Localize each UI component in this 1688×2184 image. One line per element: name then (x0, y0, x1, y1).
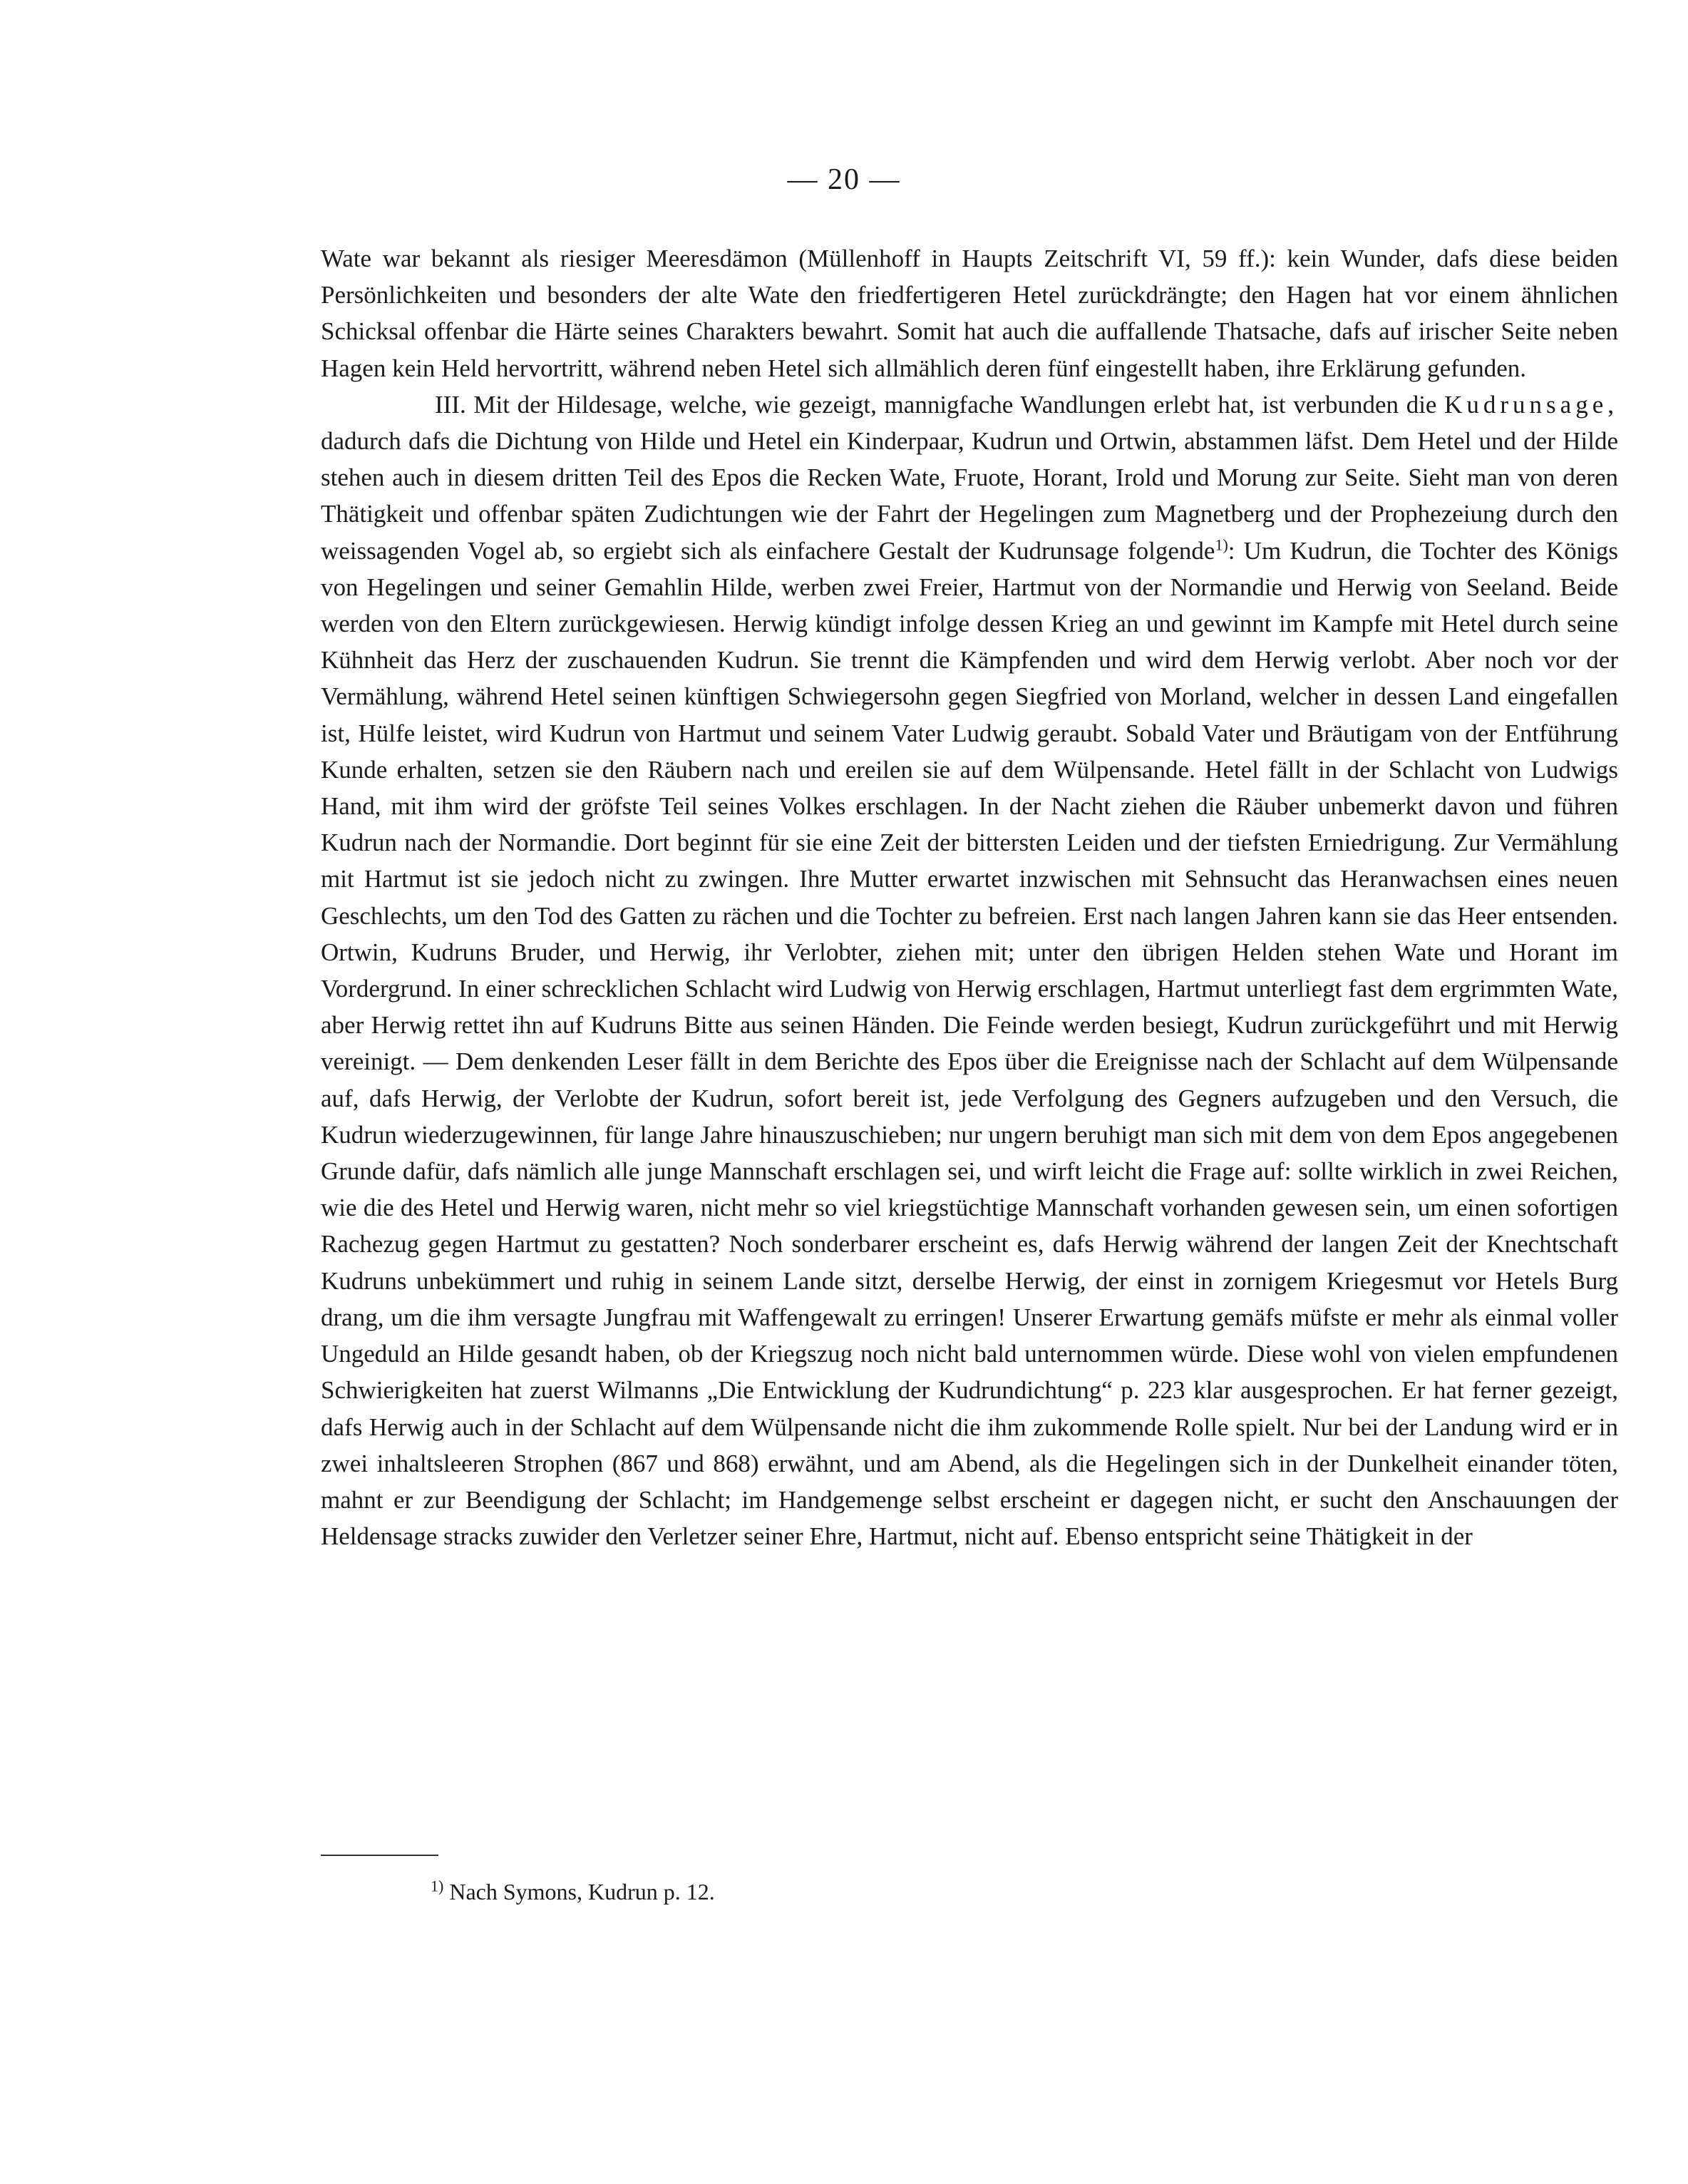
paragraph-2-middle: dadurch dafs die Dichtung von Hilde und Hetel ein Kinderpaar, Kudrun und Ortwin, abstammen läfst. Dem Hetel und der Hilde stehen auch in diesem dritten Teil des Epos die Recken Wate, Fruote, Horant, Irold und Morung zur Seite. Sieht man von deren Thätigkeit und offenbar späten Zudichtungen wie der Fahrt der Hegelingen zum Magnetberg und der Prophezeiung durch den weissagenden Vogel ab, so ergiebt sich als einfachere Gestalt der Kudrunsage folgende (321, 427, 1618, 565)
footnote-marker: 1) (431, 1877, 444, 1895)
page-number: — 20 — (787, 163, 901, 196)
body-text (321, 240, 1618, 1554)
paragraph-2-start: III. Mit der Hildesage, welche, wie gezeigt, mannigfache Wandlungen erlebt hat, ist verbunden die (435, 390, 1437, 419)
footnote-text: Nach Symons, Kudrun p. 12. (449, 1879, 715, 1904)
footnote-reference: 1) (1215, 535, 1228, 553)
emphasized-term: Kudrunsage, (1444, 390, 1618, 419)
paragraph-1: Wate war bekannt als riesiger Meeresdämon (Müllenhoff in Haupts Zeitschrift VI, 59 ff.): kein Wunder, dafs diese beiden Persönlichkeiten und besonders der alte Wate den friedfertigeren Hetel zurückdrängte; den Hagen hat vor einem ähnlichen Schicksal offenbar die Härte seines Charakters bewahrt. Somit hat auch die auffallende Thatsache, dafs auf irischer Seite neben Hagen kein Held hervortritt, während neben Hetel sich allmählich deren fünf eingestellt haben, ihre Erklärung gefunden. (321, 245, 1618, 382)
paragraph-2-end: : Um Kudrun, die Tochter des Königs von Hegelingen und seiner Gemahlin Hilde, werben zwei Freier, Hartmut von der Normandie und Herwig von Seeland. Beide werden von den Eltern zurückgewiesen. Herwig kündigt infolge dessen Krieg an und gewinnt im Kampfe mit Hetel durch seine Kühnheit das Herz der zuschauenden Kudrun. Sie trennt die Kämpfenden und wird dem Herwig verlobt. Aber noch vor der Vermählung, während Hetel seinen künftigen Schwiegersohn gegen Siegfried von Morland, welcher in dessen Land eingefallen ist, Hülfe leistet, wird Kudrun von Hartmut und seinem Vater Ludwig geraubt. Sobald Vater und Bräutigam von der Entführung Kunde erhalten, setzen sie den Räubern nach und ereilen sie auf dem Wülpensande. Hetel fällt in der Schlacht von Ludwigs Hand, mit ihm wird der gröfste Teil seines Volkes erschlagen. In der Nacht ziehen die Räuber unbemerkt davon und führen Kudrun nach der Normandie. Dort beginnt für sie eine Zeit der bittersten Leiden und der tiefsten Erniedrigung. Zur Vermählung mit Hartmut ist sie jedoch nicht zu zwingen. Ihre Mutter erwartet inzwischen mit Sehnsucht das Heranwachsen eines neuen Geschlechts, um den Tod des Gatten zu rächen und die Tochter zu befreien. Erst nach langen Jahren kann sie das Heer entsenden. Ortwin, Kudruns Bruder, und Herwig, ihr Verlobter, ziehen mit; unter den übrigen Helden stehen Wate und Horant im Vordergrund. In einer schrecklichen Schlacht wird Ludwig von Herwig erschlagen, Hartmut unterliegt fast dem ergrimmten Wate, aber Herwig rettet ihn auf Kudruns Bitte aus seinen Händen. Die Feinde werden besiegt, Kudrun zurückgeführt und mit Herwig vereinigt. — Dem denkenden Leser fällt in dem Berichte des Epos über die Ereignisse nach der Schlacht auf dem Wülpensande auf, dafs Herwig, der Verlobte der Kudrun, sofort bereit ist, jede Verfolgung des Gegners aufzugeben und den Versuch, die Kudrun wiederzugewinnen, für lange Jahre hinauszuschieben; nur ungern beruhigt man sich mit dem von dem Epos angegebenen Grunde dafür, dafs nämlich alle junge Mannschaft erschlagen sei, und wirft leicht die Frage auf: sollte wirklich in zwei Reichen, wie die des Hetel und Herwig waren, nicht mehr so viel kriegstüchtige Mannschaft vorhanden gewesen sein, um einen sofortigen Rachezug gegen Hartmut zu gestatten? Noch sonderbarer erscheint es, dafs Herwig während der langen Zeit der Knechtschaft Kudruns unbekümmert und ruhig in seinem Lande sitzt, derselbe Herwig, der einst in zornigem Kriegesmut vor Hetels Burg drang, um die ihm versagte Jungfrau mit Waffengewalt zu erringen! Unserer Erwartung gemäfs müfste er mehr als einmal voller Ungeduld an Hilde gesandt haben, ob der Kriegszug noch nicht bald unternommen würde. Diese wohl von vielen empfundenen Schwierigkeiten hat zuerst Wilmanns „Die Entwicklung der Kudrundichtung“ p. 223 klar ausgesprochen. Er hat ferner gezeigt, dafs Herwig auch in der Schlacht auf dem Wülpensande nicht die ihm zukommende Rolle spielt. Nur bei der Landung wird er in zwei inhaltsleeren Strophen (867 und 868) erwähnt, und am Abend, als die Hegelingen sich in der Dunkelheit einander töten, mahnt er zur Beendigung der Schlacht; im Handgemenge selbst erscheint er dagegen nicht, er sucht den Anschauungen der Heldensage stracks zuwider den Verletzer seiner Ehre, Hartmut, nicht auf. Ebenso entspricht seine Thätigkeit in der (321, 536, 1618, 1551)
footnote-divider (321, 1855, 438, 1856)
paragraph-2 (321, 386, 1618, 1555)
footnote (431, 1877, 715, 1906)
